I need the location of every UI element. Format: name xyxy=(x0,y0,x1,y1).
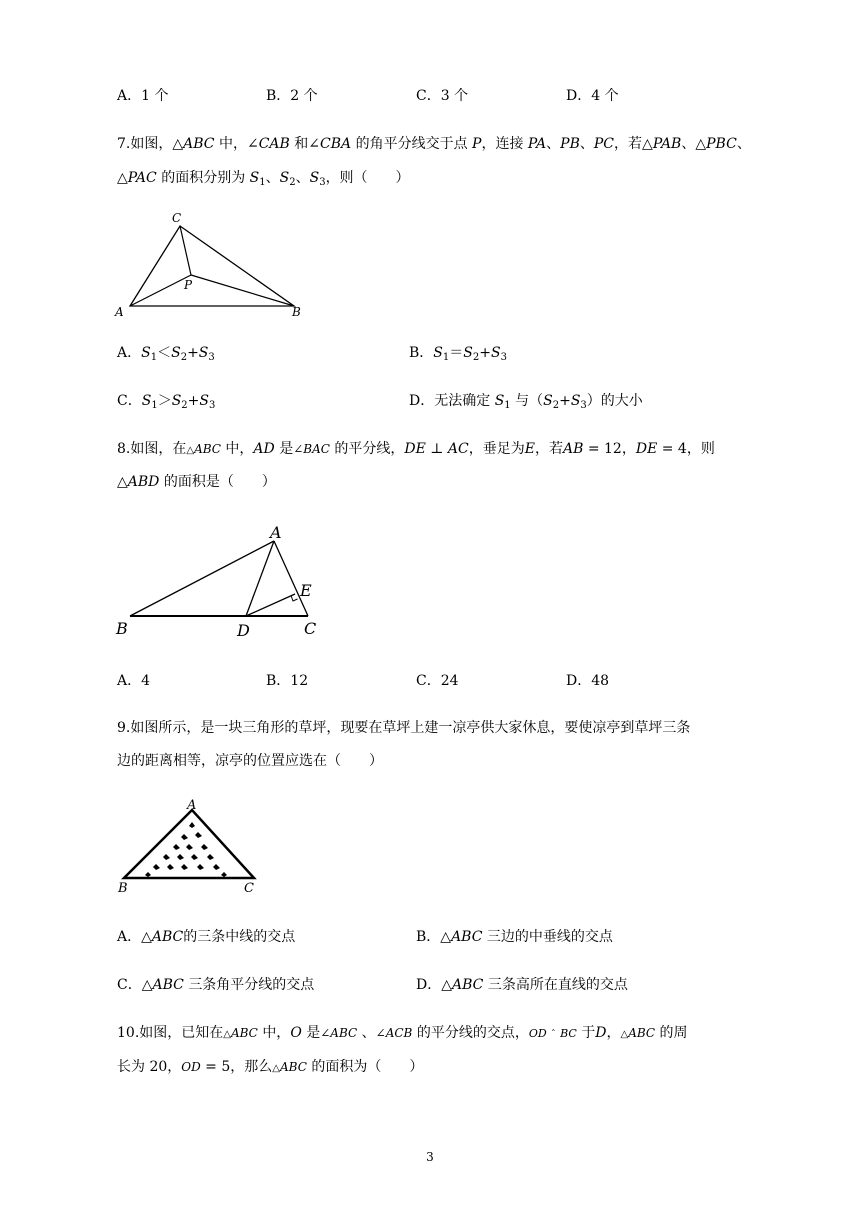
q7-figure xyxy=(110,206,310,320)
q6-option-c: C．3 个 xyxy=(416,88,469,104)
q8-label-c: C xyxy=(304,619,317,638)
q9-label-a: A xyxy=(187,798,197,813)
q9-label-b: B xyxy=(118,881,128,894)
q7-option-d: D．无法确定 $S_1$ 与$(S_2+S_3)$的大小 xyxy=(409,393,643,411)
page-number: 3 xyxy=(426,1150,434,1164)
q8-label-a: A xyxy=(270,524,282,542)
q10-text-line2: 长为 20，OD = 5，那么△ABC 的面积为（ ） xyxy=(117,1059,424,1075)
q7-text-line1: 7.如图，△ABC 中，∠CAB 和∠CBA 的角平分线交于点 P，连接 PA、PB、PC，若△PAB、△PBC、 xyxy=(117,136,751,152)
q8-option-a: A．4 xyxy=(117,673,151,689)
q6-option-a: A．1 个 xyxy=(117,88,169,104)
q9-text-line2: 边的距离相等，凉亭的位置应选在（ ） xyxy=(117,753,383,769)
q8-figure xyxy=(112,524,324,642)
q8-option-d: D．48 xyxy=(566,673,610,689)
q8-option-b: B．12 xyxy=(266,673,309,689)
q9-figure xyxy=(114,798,264,894)
q9-option-c: C．△ABC 三条角平分线的交点 xyxy=(117,977,315,993)
q9-option-a: A．△ABC的三条中线的交点 xyxy=(117,929,296,945)
q9-option-b: B．△ABC 三边的中垂线的交点 xyxy=(416,929,613,945)
q6-option-b: B．2 个 xyxy=(266,88,318,104)
q8-label-d: D xyxy=(237,621,250,640)
q7-option-c: C．$S_1>S_2+S_3$ xyxy=(117,393,216,411)
q9-label-c: C xyxy=(244,881,254,894)
q7-label-b: B xyxy=(292,305,301,319)
q7-label-p: P xyxy=(184,278,193,292)
q8-text-line2: △ABD 的面积是（ ） xyxy=(117,474,276,490)
q8-label-b: B xyxy=(116,619,128,638)
q7-label-a: A xyxy=(115,305,124,319)
q7-text-line2: △PAC 的面积分别为 $S_1$、$S_2$、$S_3$，则（ ） xyxy=(117,170,410,188)
q9-text-line1: 9.如图所示，是一块三角形的草坪，现要在草坪上建一凉亭供大家休息，要使凉亭到草坪三条 xyxy=(117,720,691,736)
q7-option-b: B．$S_1=S_2+S_3$ xyxy=(409,345,507,363)
q10-text-line1: 10.如图，已知在△ABC 中，O 是∠ABC 、∠ACB 的平分线的交点，OD ˆ BC 于D，△ABC 的周 xyxy=(117,1025,688,1041)
q7-option-a: A．$S_1<S_2+S_3$ xyxy=(117,345,215,363)
q8-text-line1: 8.如图，在△ABC 中，AD 是∠BAC 的平分线，DE ⊥ AC，垂足为E，若AB = 12，DE = 4，则 xyxy=(117,441,715,457)
q9-option-d: D．△ABC 三条高所在直线的交点 xyxy=(416,977,628,993)
q8-option-c: C．24 xyxy=(416,673,459,689)
q8-label-e: E xyxy=(300,581,312,600)
q6-option-d: D．4 个 xyxy=(566,88,619,104)
q7-label-c: C xyxy=(172,211,182,225)
